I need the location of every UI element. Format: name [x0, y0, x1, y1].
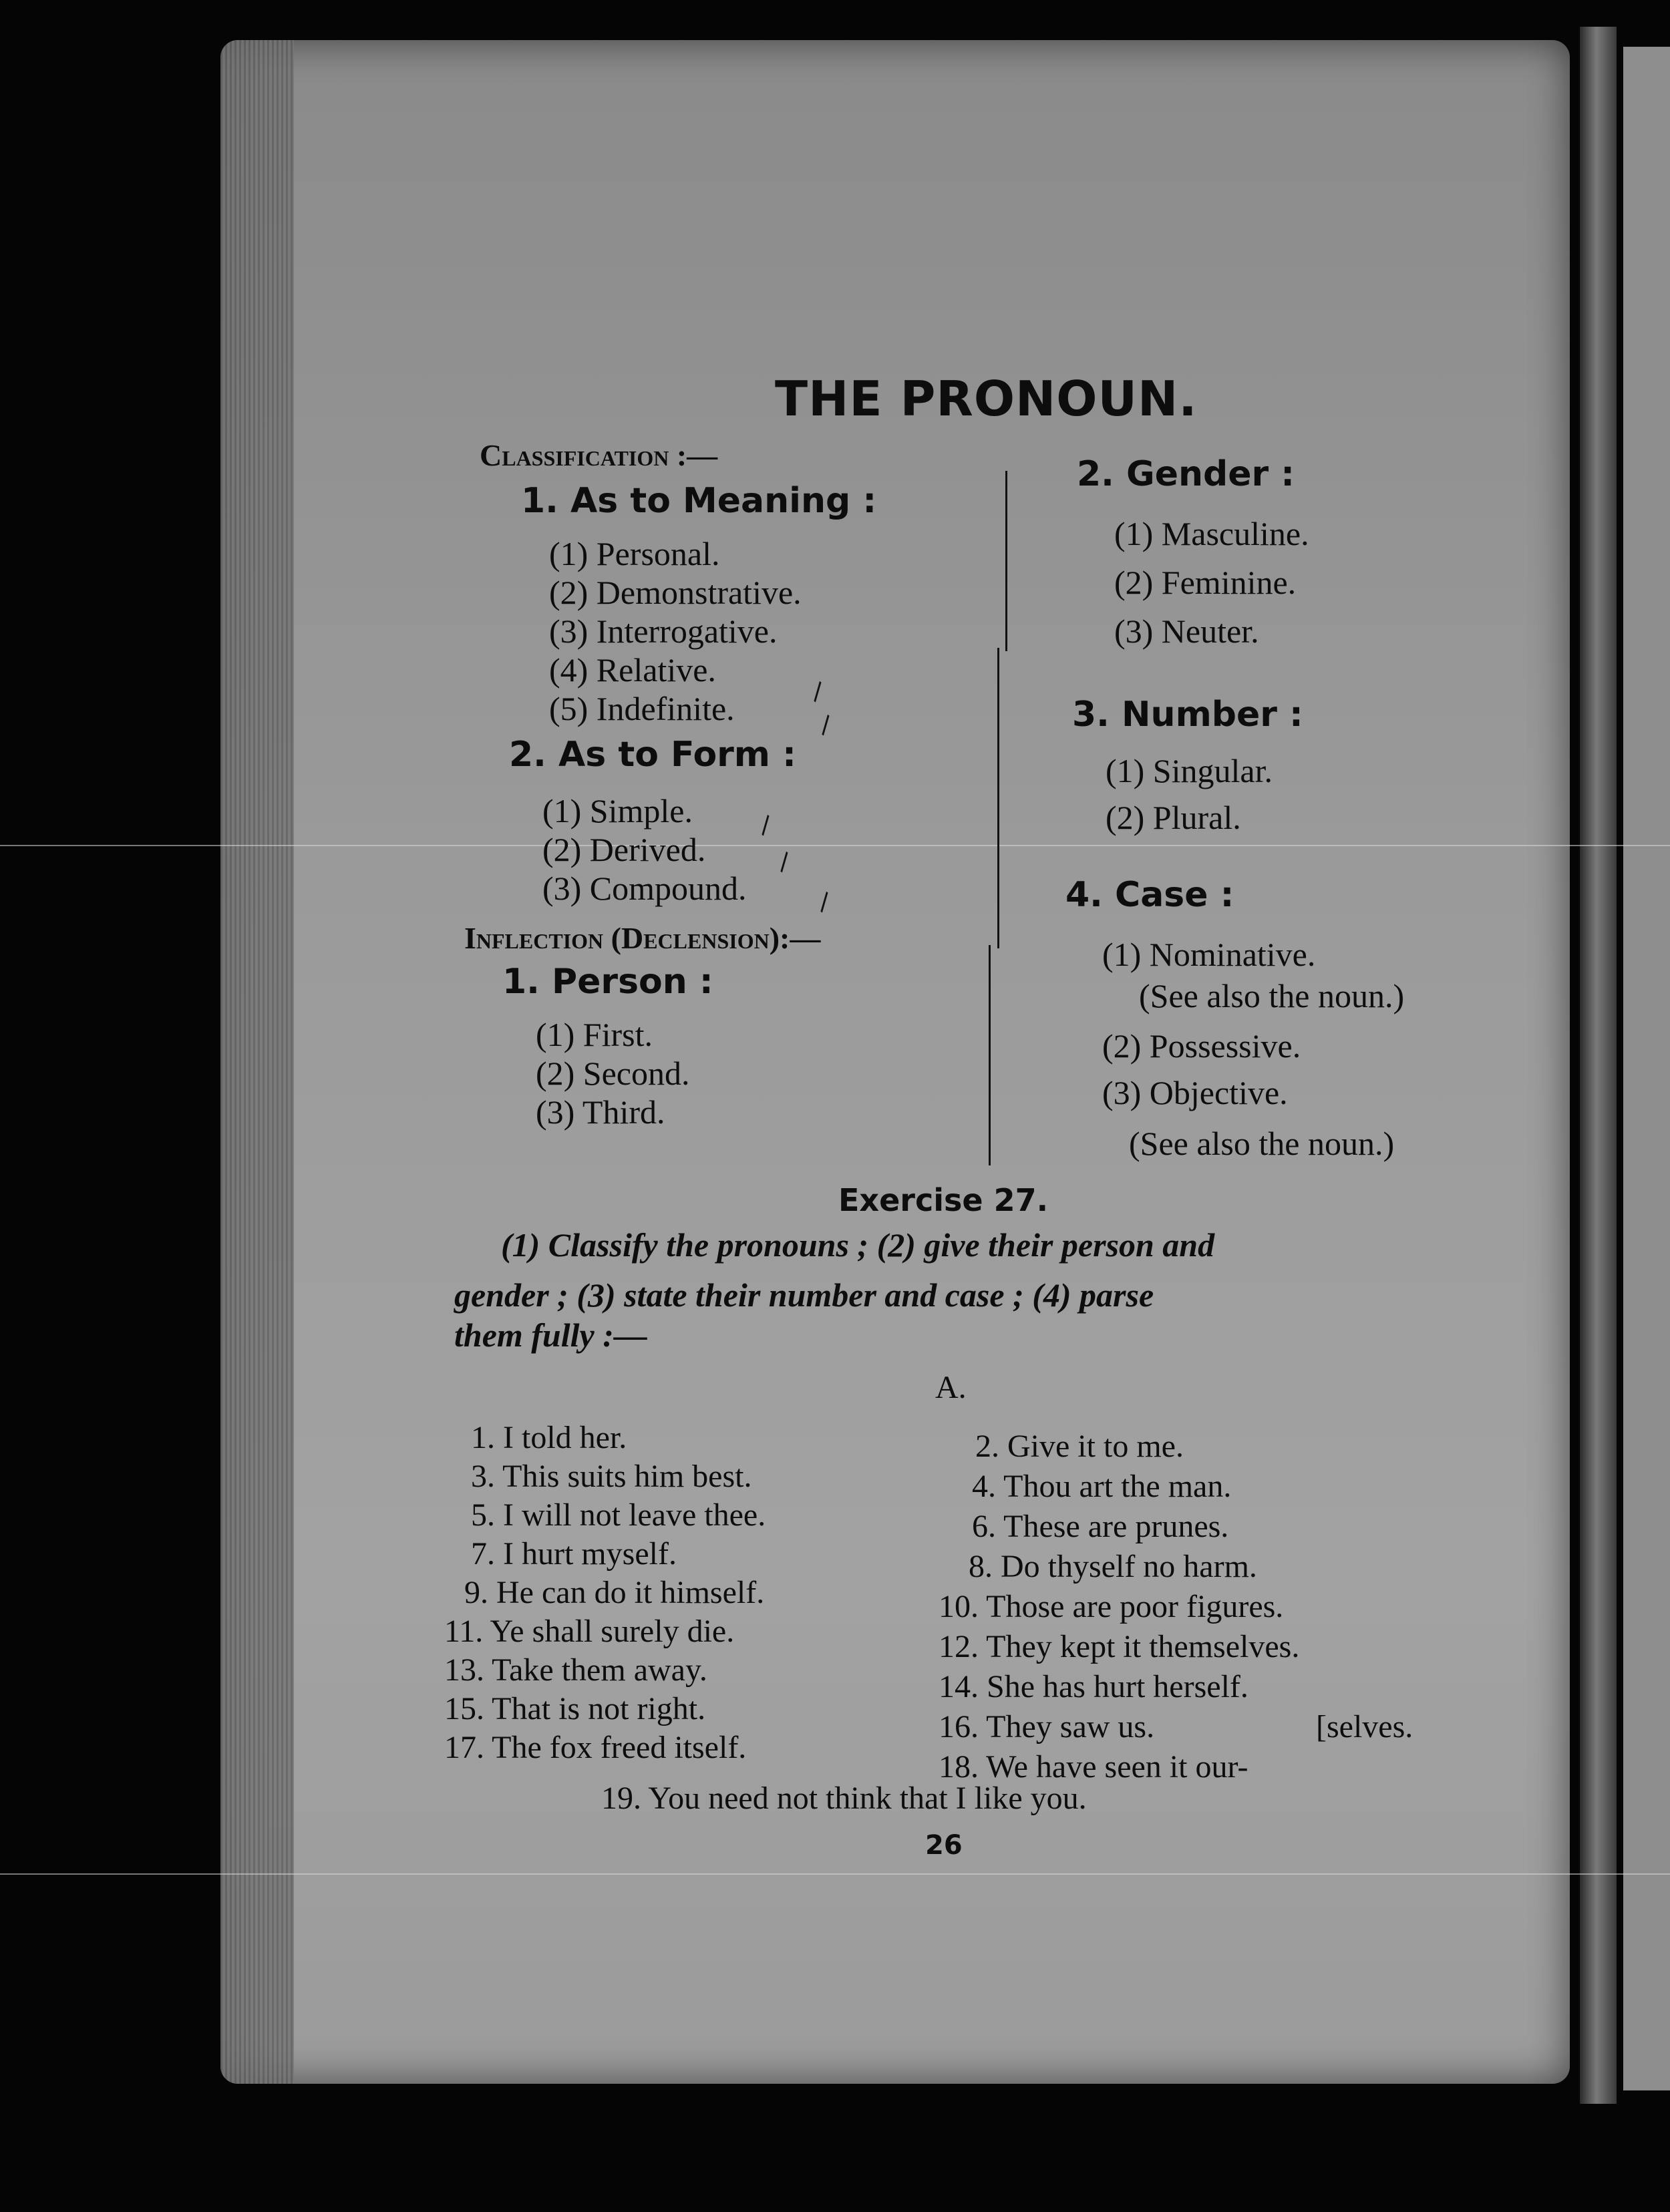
exercise-item: 7. I hurt myself. — [471, 1536, 677, 1572]
list-item: (3) Interrogative. — [549, 612, 778, 650]
list-item: (2) Second. — [536, 1055, 690, 1092]
case-heading: 4. Case : — [1065, 875, 1234, 915]
column-divider — [1005, 471, 1007, 651]
page-title: THE PRONOUN. — [775, 371, 1198, 427]
exercise-item: 19. You need not think that I like you. — [601, 1781, 1087, 1816]
list-item: (3) Compound. — [542, 870, 747, 907]
exercise-item: 10. Those are poor figures. — [939, 1589, 1284, 1624]
book-page — [220, 40, 1570, 2084]
list-item: (3) Neuter. — [1114, 612, 1259, 650]
person-heading: 1. Person : — [502, 962, 713, 1002]
list-item: (2) Feminine. — [1114, 564, 1297, 601]
column-divider — [997, 648, 999, 948]
wrap-fragment: [selves. — [1316, 1709, 1413, 1744]
gender-heading: 2. Gender : — [1077, 454, 1295, 494]
exercise-instruction-line: them fully :— — [454, 1316, 647, 1354]
form-heading: 2. As to Form : — [509, 735, 796, 775]
classification-heading: Classification :— — [480, 438, 718, 472]
number-heading: 3. Number : — [1072, 695, 1303, 735]
exercise-item: 4. Thou art the man. — [972, 1469, 1232, 1504]
section-label: A. — [935, 1370, 967, 1405]
list-item: (4) Relative. — [549, 651, 716, 689]
pencil-mark-icon: \ — [812, 886, 838, 918]
exercise-item: 8. Do thyself no harm. — [969, 1549, 1257, 1584]
page-edges — [220, 40, 294, 2084]
list-item: (1) First. — [536, 1016, 653, 1053]
scan-line — [0, 845, 1670, 846]
exercise-instruction-line: (1) Classify the pronouns ; (2) give their person and — [501, 1226, 1215, 1264]
exercise-item: 1. I told her. — [471, 1420, 627, 1455]
column-divider — [989, 945, 991, 1165]
list-item: (2) Demonstrative. — [549, 574, 802, 611]
exercise-item: 9. He can do it himself. — [464, 1575, 765, 1610]
exercise-item: 12. They kept it themselves. — [939, 1629, 1300, 1664]
exercise-item: 2. Give it to me. — [975, 1429, 1184, 1464]
list-item: (1) Simple. — [542, 792, 693, 830]
exercise-item: 15. That is not right. — [444, 1691, 706, 1726]
exercise-item: 6. These are prunes. — [972, 1509, 1229, 1544]
exercise-item: 17. The fox freed itself. — [444, 1730, 747, 1765]
exercise-item: 11. Ye shall surely die. — [444, 1614, 735, 1649]
exercise-item: 13. Take them away. — [444, 1652, 707, 1688]
list-item: (2) Possessive. — [1102, 1027, 1301, 1065]
meaning-heading: 1. As to Meaning : — [521, 481, 877, 521]
list-item: (1) Nominative. — [1102, 936, 1316, 973]
exercise-item: 18. We have seen it our- — [939, 1749, 1248, 1785]
list-item: (2) Plural. — [1106, 799, 1241, 836]
exercise-title: Exercise 27. — [838, 1182, 1049, 1218]
pencil-mark-icon: \ — [772, 846, 798, 878]
facing-page-edge — [1623, 47, 1670, 2090]
scan-line — [0, 1873, 1670, 1875]
exercise-item: 5. I will not leave thee. — [471, 1497, 766, 1533]
exercise-item: 16. They saw us. — [939, 1709, 1155, 1744]
list-item: (5) Indefinite. — [549, 690, 735, 727]
list-item: (3) Third. — [536, 1093, 665, 1131]
list-item: (1) Masculine. — [1114, 515, 1309, 552]
inflection-heading: Inflection (Declension):— — [464, 921, 821, 955]
list-item: (2) Derived. — [542, 831, 706, 868]
pencil-mark-icon: \ — [805, 675, 831, 708]
list-item: (See also the noun.) — [1129, 1125, 1395, 1162]
exercise-item: 14. She has hurt herself. — [939, 1669, 1248, 1704]
pencil-mark-icon: \ — [753, 809, 779, 842]
pencil-mark-icon: \ — [813, 709, 839, 741]
exercise-item: 3. This suits him best. — [471, 1459, 752, 1494]
page-number: 26 — [925, 1830, 963, 1861]
list-item: (3) Objective. — [1102, 1074, 1288, 1111]
book-gutter — [1580, 27, 1617, 2104]
list-item: (1) Singular. — [1106, 752, 1273, 789]
exercise-instruction-line: gender ; (3) state their number and case ; (4) parse — [454, 1276, 1154, 1314]
list-item: (1) Personal. — [549, 535, 720, 572]
list-item: (See also the noun.) — [1139, 977, 1405, 1015]
